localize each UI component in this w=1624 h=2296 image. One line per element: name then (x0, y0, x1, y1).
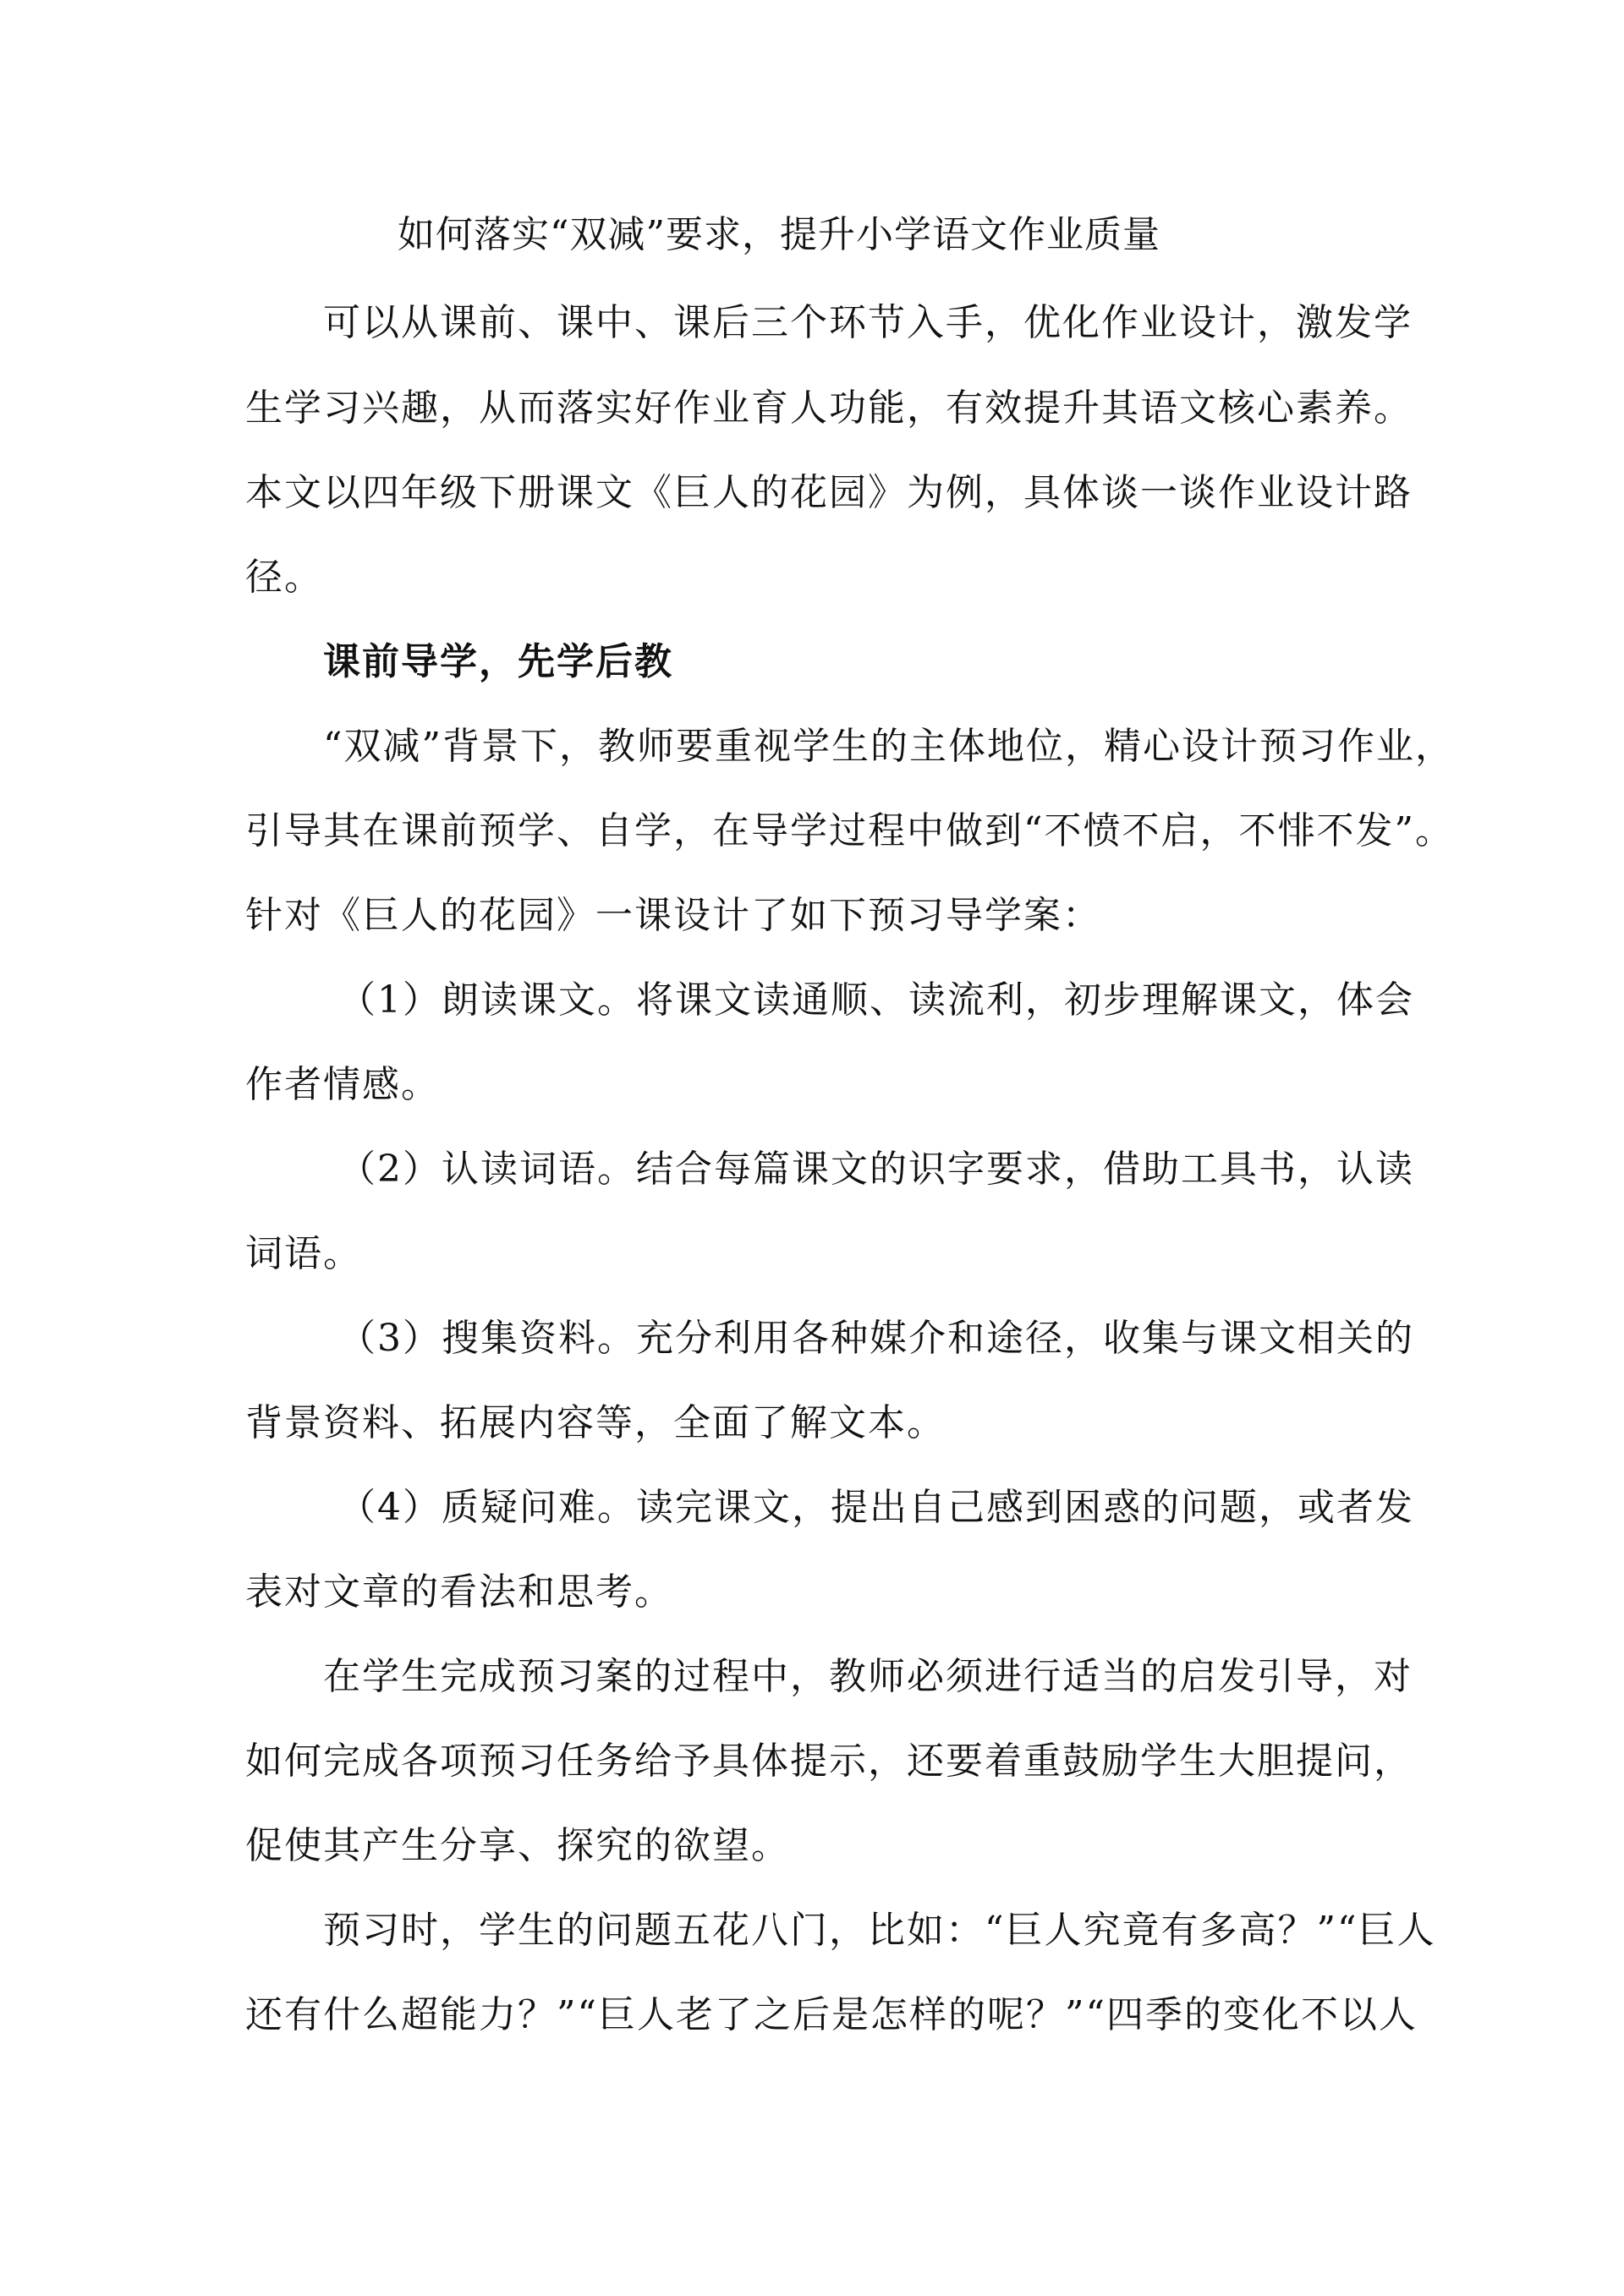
paragraph-line: 如何完成各项预习任务给予具体提示，还要着重鼓励学生大胆提问， (245, 1740, 1413, 1783)
paragraph-line: 生学习兴趣，从而落实好作业育人功能，有效提升其语文核心素养。 (245, 386, 1413, 430)
document-title: 如何落实“双减”要求，提升小学语文作业质量 (398, 213, 1160, 256)
list-item-line: 作者情感。 (245, 1063, 440, 1106)
list-item-line: 词语。 (245, 1232, 362, 1275)
list-item-line: （2）认读词语。结合每篇课文的识字要求，借助工具书，认读 (338, 1148, 1414, 1191)
paragraph-line: “双减”背景下，教师要重视学生的主体地位，精心设计预习作业， (323, 725, 1454, 768)
paragraph-line: 促使其产生分享、探究的欲望。 (245, 1824, 790, 1867)
paragraph-line: 在学生完成预习案的过程中，教师必须进行适当的启发引导，对 (323, 1655, 1413, 1698)
list-item-line: 表对文章的看法和思考。 (245, 1570, 673, 1614)
paragraph-line: 径。 (245, 556, 323, 599)
paragraph-line: 引导其在课前预学、自学，在导学过程中做到“不愤不启，不悱不发”。 (245, 809, 1454, 852)
list-item-line: （4）质疑问难。读完课文，提出自己感到困惑的问题，或者发 (338, 1486, 1414, 1529)
list-item-line: （3）搜集资料。充分利用各种媒介和途径，收集与课文相关的 (338, 1317, 1414, 1360)
section-heading: 课前导学，先学后教 (323, 640, 673, 683)
paragraph-line: 预习时，学生的问题五花八门，比如：“巨人究竟有多高？”“巨人 (323, 1909, 1436, 1952)
list-item-line: （1）朗读课文。将课文读通顺、读流利，初步理解课文，体会 (338, 978, 1414, 1022)
paragraph-line: 还有什么超能力？”“巨人老了之后是怎样的呢？”“四季的变化不以人 (245, 1993, 1418, 2036)
paragraph-line: 本文以四年级下册课文《巨人的花园》为例，具体谈一谈作业设计路 (245, 471, 1413, 514)
paragraph-line: 针对《巨人的花园》一课设计了如下预习导学案： (245, 894, 1101, 937)
list-item-line: 背景资料、拓展内容等，全面了解文本。 (245, 1401, 946, 1444)
paragraph-line: 可以从课前、课中、课后三个环节入手，优化作业设计，激发学 (323, 301, 1413, 344)
